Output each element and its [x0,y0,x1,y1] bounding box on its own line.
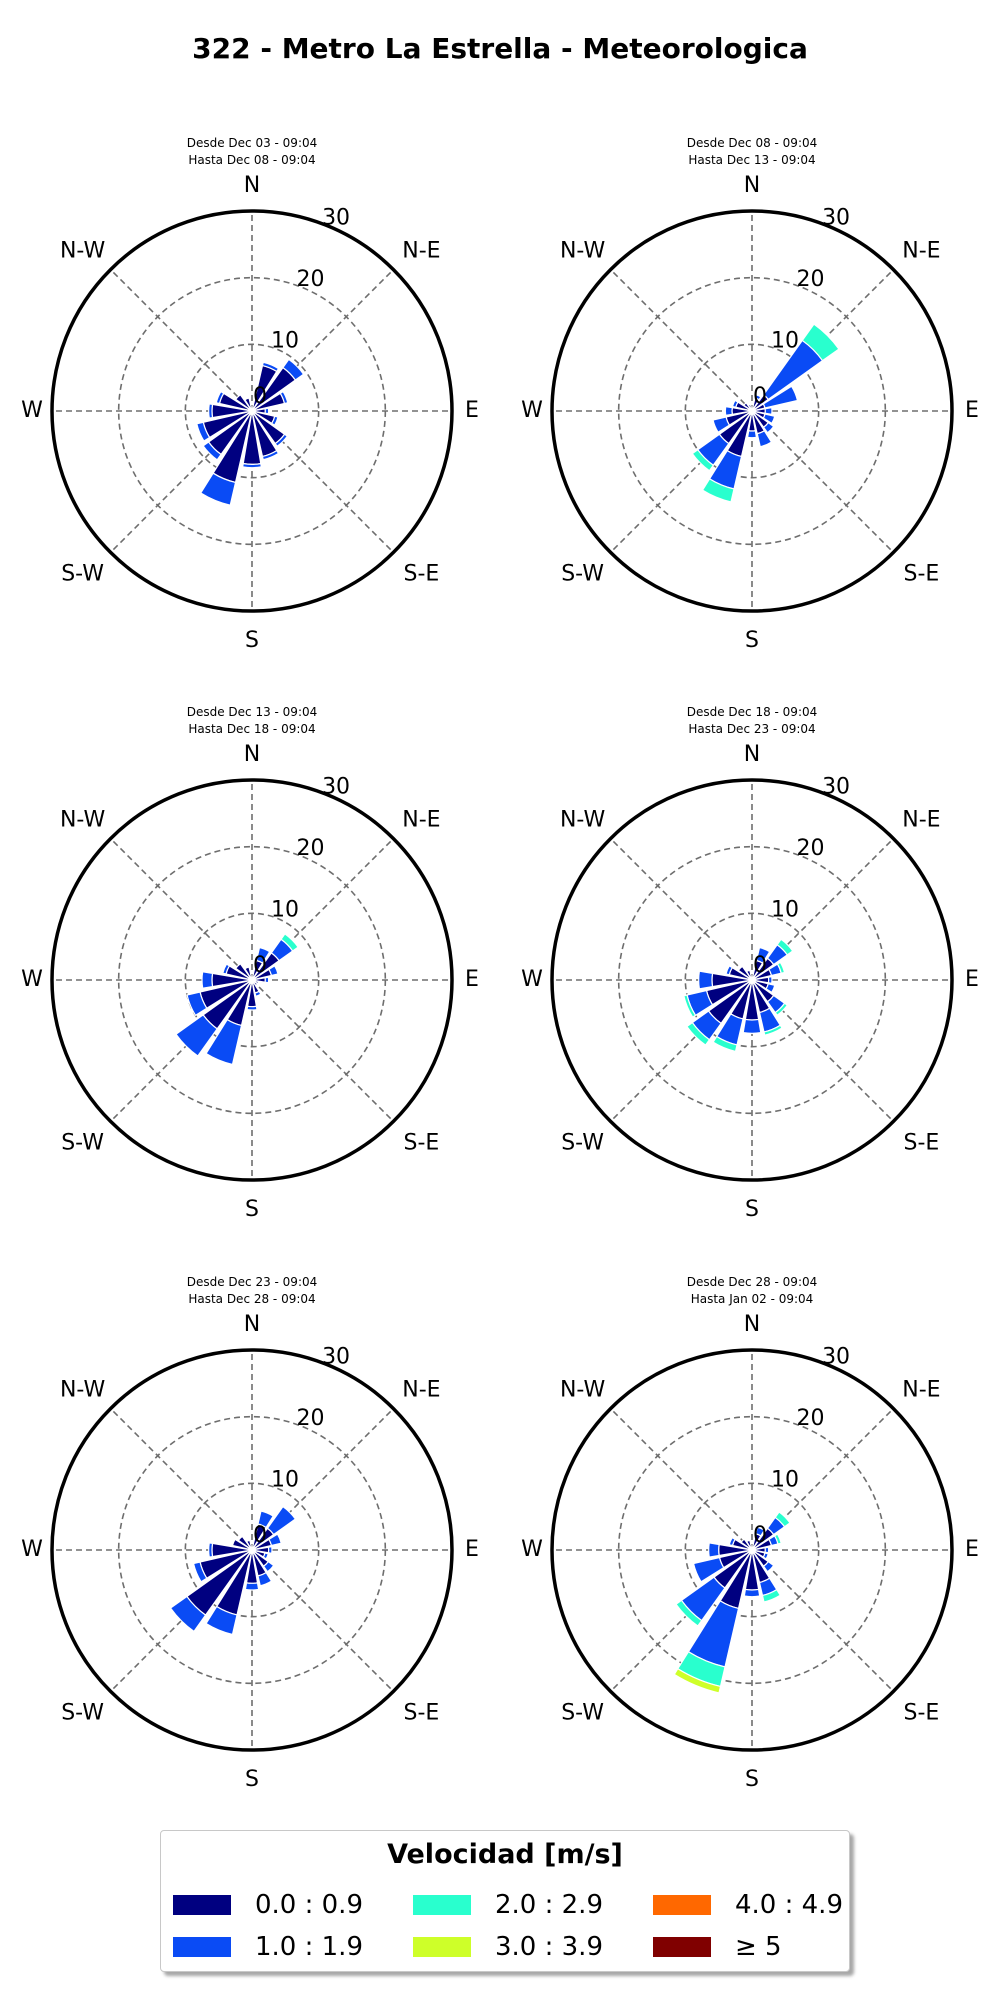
petal-segment [202,972,213,989]
grid-spoke [611,839,752,980]
chart-subtitle-hasta: Hasta Dec 18 - 09:04 [188,722,316,736]
radial-tick-label: 30 [822,774,851,800]
direction-label: N [743,742,761,767]
direction-label: E [965,967,979,992]
legend-label: 3.0 : 3.9 [495,1932,603,1962]
direction-label: N-E [402,1377,441,1403]
direction-label: N-E [902,238,941,264]
grid-spoke [252,980,393,1121]
grid-spoke [752,1550,893,1691]
direction-label: N-W [559,807,606,833]
petal-segment [265,408,269,414]
radial-tick-label: 20 [296,267,325,293]
direction-label: S-E [903,561,940,587]
petal-segment [757,431,771,447]
direction-label: S [245,1767,259,1792]
direction-label: N [243,742,261,767]
chart-subtitle-hasta: Hasta Jan 02 - 09:04 [690,1292,814,1306]
radial-tick-label: 0 [253,384,267,409]
direction-label: W [21,967,43,992]
petal-segment [709,1543,719,1557]
direction-label: N [743,1312,761,1337]
legend-swatch [173,1895,231,1915]
petal-segment [743,1019,761,1033]
direction-label: S-W [561,1700,604,1726]
direction-label: E [465,398,479,423]
direction-label: W [521,1537,543,1562]
grid-spoke [611,270,752,411]
chart-subtitle-hasta: Hasta Dec 13 - 09:04 [688,153,816,167]
legend-label: 4.0 : 4.9 [735,1890,843,1920]
legend [160,1830,850,1972]
radial-tick-label: 30 [322,205,351,231]
petal-segment [209,1543,213,1557]
legend-swatch [173,1937,231,1957]
direction-label: W [21,398,43,423]
legend-swatch [653,1895,711,1915]
direction-label: S [745,628,759,653]
chart-subtitle-desde: Desde Dec 23 - 09:04 [186,1275,318,1289]
legend-title: Velocidad [m/s] [387,1839,623,1870]
petal-segment [265,977,269,983]
petal-segment [699,971,713,989]
radial-tick-label: 0 [753,1523,767,1548]
legend-label: ≥ 5 [735,1932,782,1962]
direction-label: W [21,1537,43,1562]
radial-tick-label: 0 [753,384,767,409]
windrose-5 [21,1275,479,1792]
chart-subtitle-desde: Desde Dec 18 - 09:04 [686,705,818,719]
grid-spoke [252,1550,393,1691]
radial-tick-label: 10 [271,328,300,354]
direction-label: N-E [402,807,441,833]
direction-label: N-W [559,1377,606,1403]
petal-segment [768,977,772,984]
chart-subtitle-desde: Desde Dec 08 - 09:04 [686,136,818,150]
legend-label: 2.0 : 2.9 [495,1890,603,1920]
direction-label: N [243,173,261,198]
radial-tick-label: 20 [796,1406,825,1432]
radial-tick-label: 0 [253,953,267,978]
legend-swatch [413,1937,471,1957]
grid-spoke [752,411,893,552]
chart-title: 322 - Metro La Estrella - Meteorologica [192,32,808,65]
radial-tick-label: 20 [296,1406,325,1432]
direction-label: S [245,628,259,653]
radial-tick-label: 0 [753,953,767,978]
radial-tick-label: 10 [771,328,800,354]
windrose-2 [521,136,979,653]
direction-label: E [965,398,979,423]
petal-segment [748,431,757,438]
direction-label: S-W [61,561,104,587]
direction-label: S [745,1767,759,1792]
legend-label: 0.0 : 0.9 [255,1890,363,1920]
direction-label: S-W [561,561,604,587]
chart-subtitle-hasta: Hasta Dec 23 - 09:04 [688,722,816,736]
chart-subtitle-hasta: Hasta Dec 08 - 09:04 [188,153,316,167]
grid-spoke [111,839,252,980]
windrose-1 [21,136,479,653]
radial-tick-label: 30 [322,774,351,800]
windrose-4 [521,705,979,1222]
direction-label: S-W [61,1700,104,1726]
petal-segment [209,404,213,418]
direction-label: N-W [59,238,106,264]
direction-label: E [965,1537,979,1562]
legend-label: 1.0 : 1.9 [255,1932,363,1962]
radial-tick-label: 30 [322,1344,351,1370]
radial-tick-label: 0 [253,1523,267,1548]
petal-segment [247,1006,257,1010]
legend-swatch [413,1895,471,1915]
direction-label: N-W [59,1377,106,1403]
chart-subtitle-desde: Desde Dec 03 - 09:04 [186,136,318,150]
radial-tick-label: 20 [296,836,325,862]
petal-segment [268,1547,272,1554]
legend-swatch [653,1937,711,1957]
windrose-6 [521,1275,979,1792]
windrose-3 [21,705,479,1222]
direction-label: S-E [403,561,440,587]
direction-label: N [743,173,761,198]
direction-label: S-W [561,1130,604,1156]
chart-subtitle-desde: Desde Dec 13 - 09:04 [186,705,318,719]
direction-label: W [521,398,543,423]
direction-label: E [465,967,479,992]
petal-segment [765,1547,769,1553]
radial-tick-label: 30 [822,205,851,231]
direction-label: N [243,1312,261,1337]
petal-segment [243,464,262,468]
radial-tick-label: 10 [771,897,800,923]
direction-label: S-W [61,1130,104,1156]
grid-spoke [111,1409,252,1550]
radial-tick-label: 10 [771,1467,800,1493]
petal-segment [245,1583,258,1590]
direction-label: N-W [559,238,606,264]
direction-label: N-W [59,807,106,833]
direction-label: S-E [403,1700,440,1726]
direction-label: N-E [902,1377,941,1403]
radial-tick-label: 10 [271,1467,300,1493]
direction-label: S-E [903,1130,940,1156]
direction-label: E [465,1537,479,1562]
direction-label: N-E [902,807,941,833]
chart-subtitle-hasta: Hasta Dec 28 - 09:04 [188,1292,316,1306]
direction-label: S [745,1197,759,1222]
grid-spoke [111,270,252,411]
radial-tick-label: 20 [796,267,825,293]
radial-tick-label: 30 [822,1344,851,1370]
direction-label: W [521,967,543,992]
chart-subtitle-desde: Desde Dec 28 - 09:04 [686,1275,818,1289]
radial-tick-label: 20 [796,836,825,862]
petal-segment [725,407,732,416]
petal-segment [744,1589,759,1596]
grid-spoke [611,1409,752,1550]
direction-label: S-E [403,1130,440,1156]
radial-tick-label: 10 [271,897,300,923]
direction-label: S-E [903,1700,940,1726]
direction-label: N-E [402,238,441,264]
direction-label: S [245,1197,259,1222]
